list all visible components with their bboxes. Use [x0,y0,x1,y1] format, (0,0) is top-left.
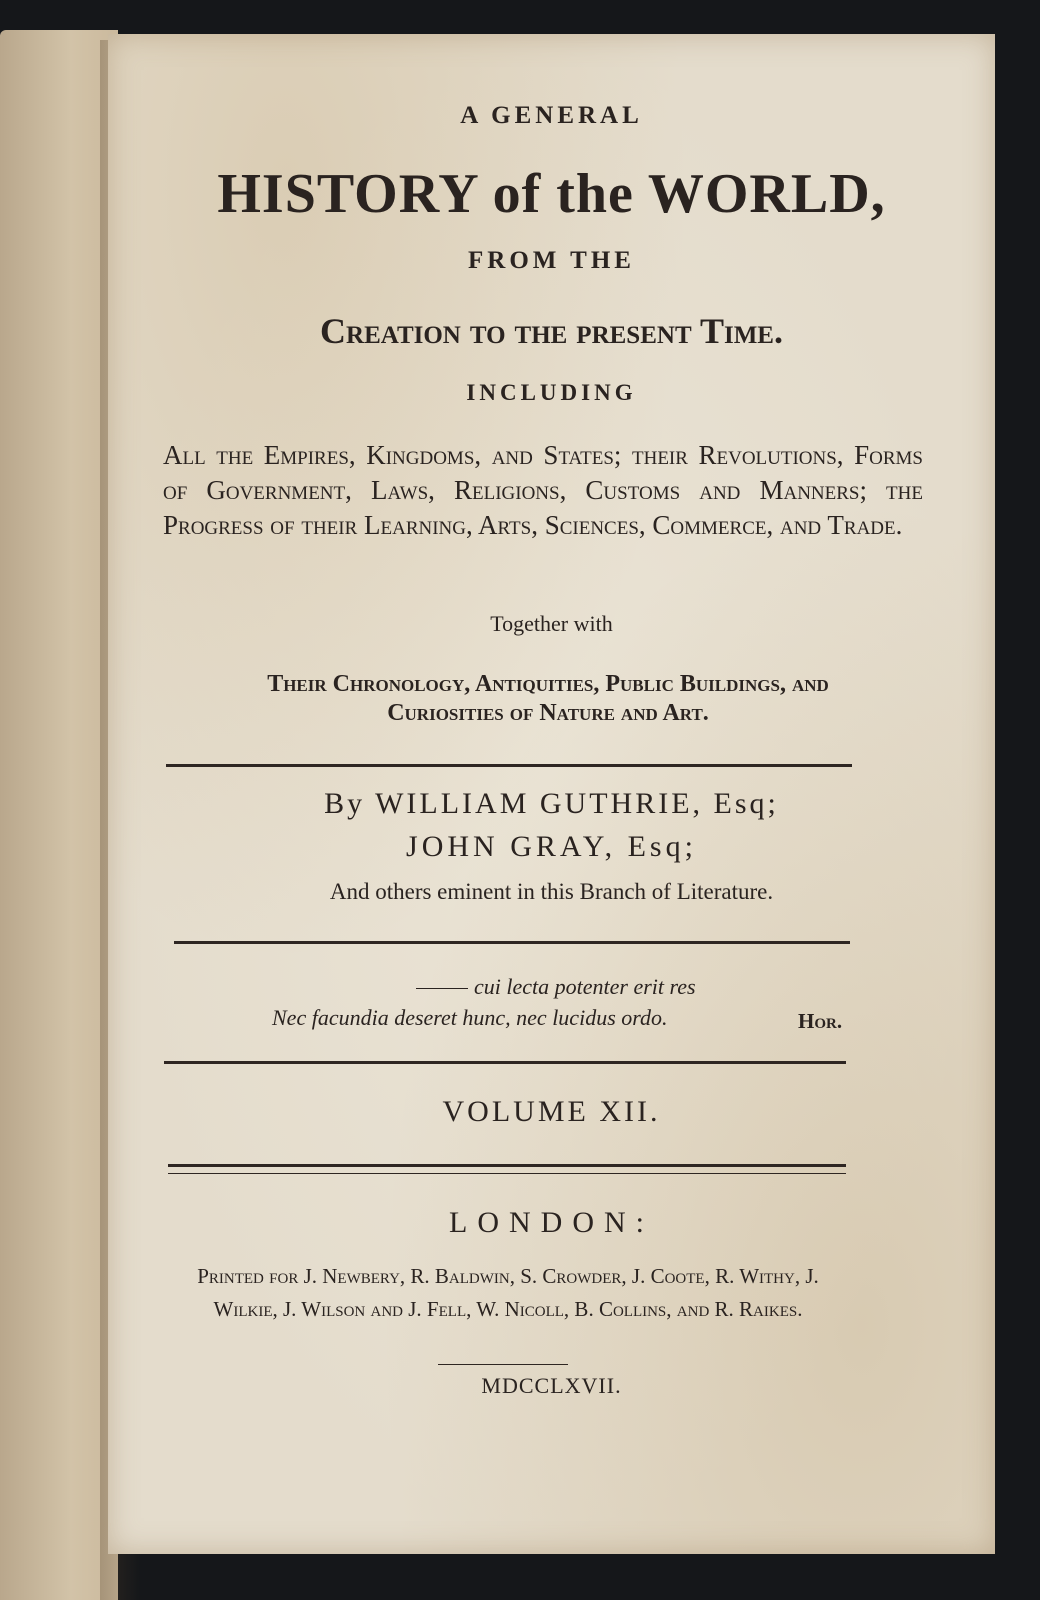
rule-1 [166,764,852,767]
imprint-year: MDCCLXVII. [481,1373,622,1398]
imprint-printers: Printed for J. Newbery, R. Baldwin, S. Crowder, J. Coote, R. Withy, J. Wilkie, J. Wilson and J. Fell, W. Nicoll, B. Collins, and R. Raikes. [197,1264,819,1321]
title-creation: Creation to the present Time. [320,311,783,351]
volume-number: VOLUME XII. [442,1095,661,1128]
title-including: INCLUDING [466,380,637,405]
motto-line-1-text: cui lecta potenter erit res [474,974,696,999]
rule-2 [174,941,850,944]
title-history-of-the-world: HISTORY of the WORLD, [217,163,886,225]
rule-3 [164,1061,846,1064]
imprint-place: LONDON: [449,1206,654,1239]
motto-author: Hor. [798,1009,843,1033]
title-from-the: FROM THE [468,247,635,274]
motto-line-2: Nec facundia deseret hunc, nec lucidus ordo. [272,1005,668,1030]
rule-5 [438,1364,568,1365]
author-gray: JOHN GRAY, Esq; [406,830,697,863]
author-guthrie: By WILLIAM GUTHRIE, Esq; [324,787,779,820]
motto-dash [416,988,468,989]
rule-4a [168,1164,846,1167]
title-together-with: Together with [490,611,613,636]
title-general: A GENERAL [460,102,643,129]
title-page [108,34,995,1554]
title-description: All the Empires, Kingdoms, and States; their Revolutions, Forms of Government, Laws, Religions, Customs and Manners; the Progress of their Learning, Arts, Sciences, Commerce, and Trade. [163,440,923,540]
title-chronology: Their Chronology, Antiquities, Public Buildings, and Curiosities of Nature and Art. [267,671,829,726]
motto-line-1 [416,974,696,1000]
author-others: And others eminent in this Branch of Literature. [329,879,774,904]
rule-4b [168,1173,846,1174]
